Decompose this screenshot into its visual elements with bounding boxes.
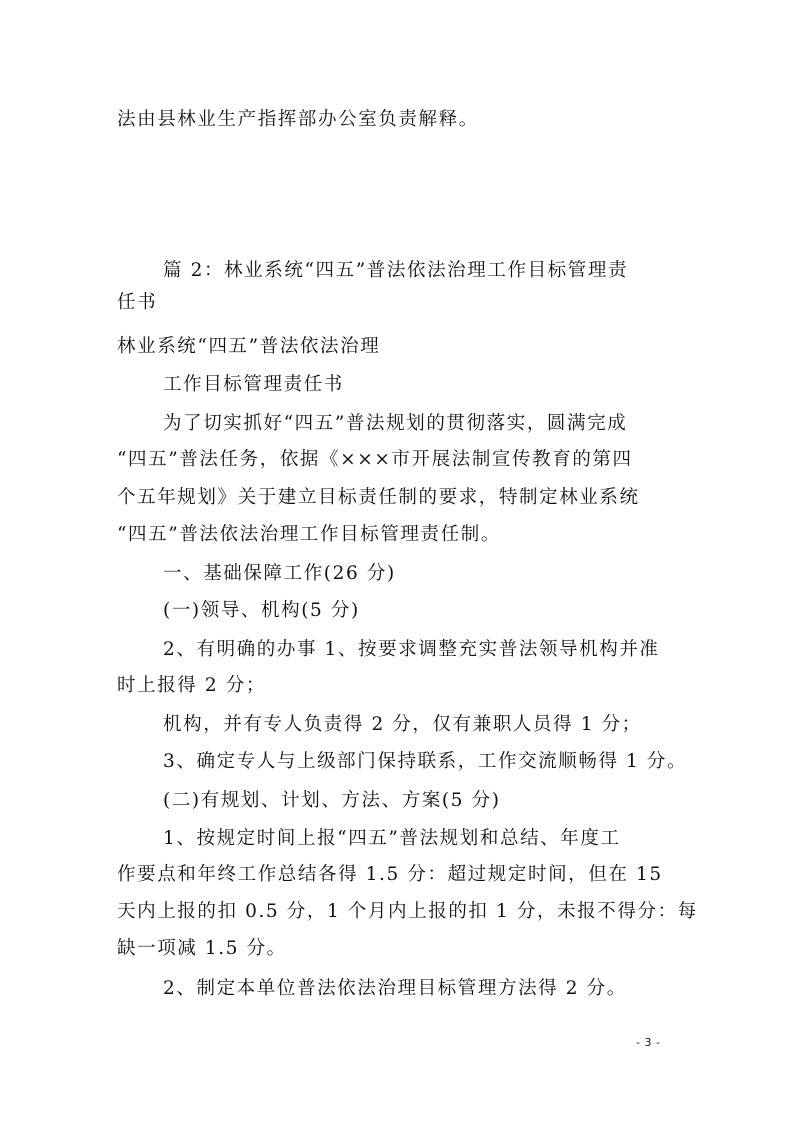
section-heading-continued: 任书: [117, 292, 158, 313]
paragraph-line: 作要点和年终工作总结各得 1.5 分：超过规定时间，但在 15: [117, 864, 663, 885]
paragraph-line: “四五”普法依法治理工作目标管理责任制。: [117, 524, 501, 545]
paragraph-line: 机构，并有专人负责得 2 分，仅有兼职人员得 1 分；: [163, 714, 642, 735]
page-number: - 3 -: [636, 1036, 661, 1049]
heading-basic-work: 一、基础保障工作(26 分): [163, 563, 396, 584]
text-line-interpretation: 法由县林业生产指挥部办公室负责解释。: [117, 109, 479, 130]
section-heading: 篇 2：林业系统“四五”普法依法治理工作目标管理责: [163, 260, 629, 281]
paragraph-line: 缺一项减 1.5 分。: [117, 938, 287, 959]
paragraph-line: 天内上报的扣 0.5 分，1 个月内上报的扣 1 分，未报不得分：每: [117, 901, 698, 922]
document-title-line-1: 林业系统“四五”普法依法治理: [117, 336, 381, 357]
document-title-line-2: 工作目标管理责任书: [163, 374, 344, 395]
paragraph-line: 为了切实抓好“四五”普法规划的贯彻落实，圆满完成: [163, 413, 628, 434]
paragraph-line: 3、确定专人与上级部门保持联系，工作交流顺畅得 1 分。: [163, 751, 688, 772]
paragraph-line: “四五”普法任务，依据《×××市开展法制宣传教育的第四: [117, 449, 633, 470]
paragraph-line: 1、按规定时间上报“四五”普法规划和总结、年度工: [163, 828, 621, 849]
paragraph-line: 2、制定本单位普法依法治理目标管理方法得 2 分。: [163, 978, 627, 999]
subheading-leadership: (一)领导、机构(5 分): [163, 600, 360, 621]
paragraph-line: 2、有明确的办事 1、按要求调整充实普法领导机构并准: [163, 639, 660, 660]
paragraph-line: 时上报得 2 分；: [117, 675, 266, 696]
paragraph-line: 个五年规划》关于建立目标责任制的要求，特制定林业系统: [117, 487, 640, 508]
subheading-plans: (二)有规划、计划、方法、方案(5 分): [163, 790, 501, 811]
